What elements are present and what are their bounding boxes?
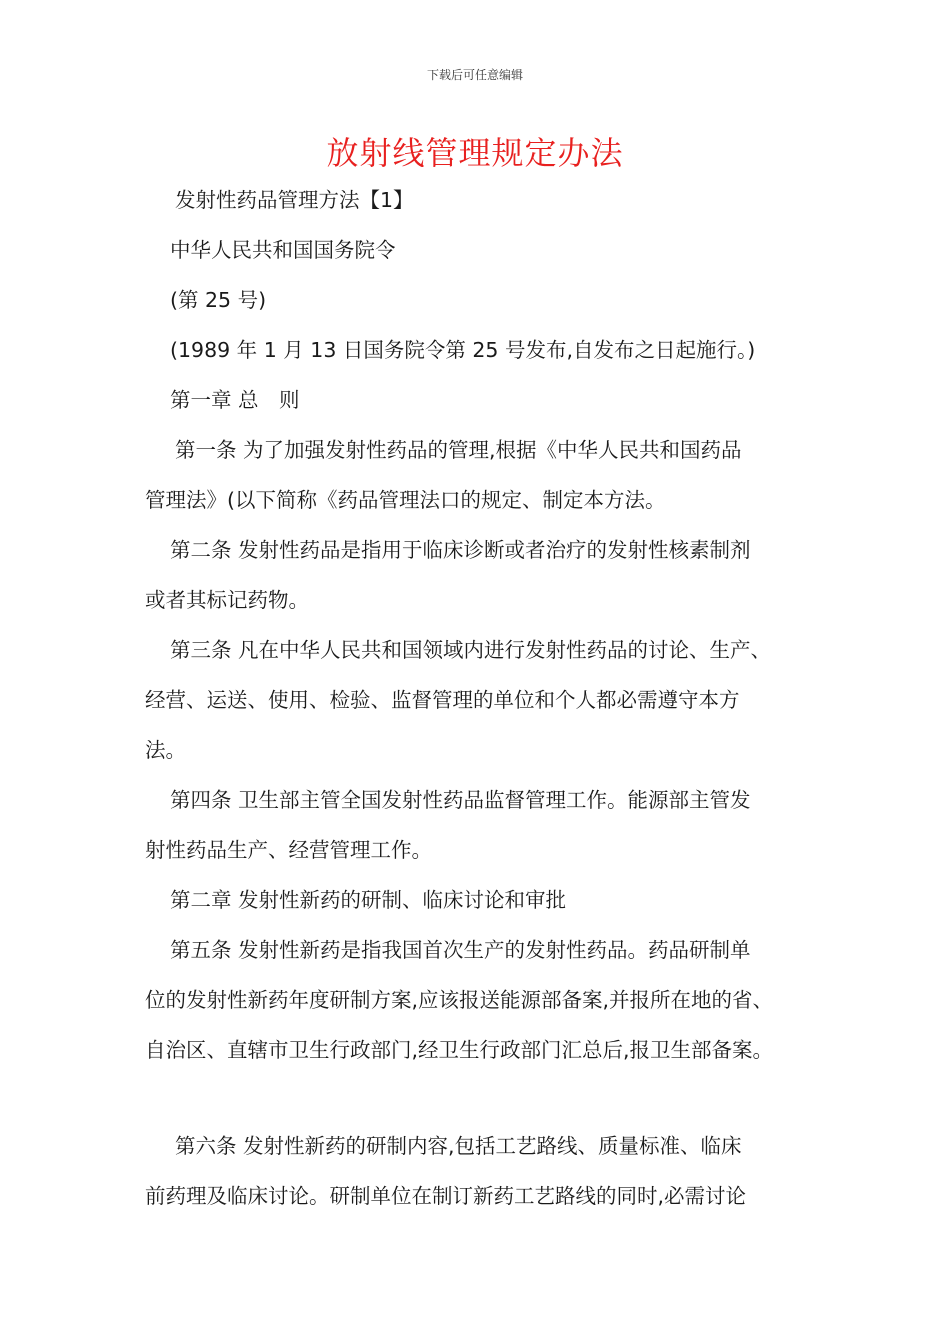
article-6-line-1: 第六条 发射性新药的研制内容,包括工艺路线、质量标准、临床 [175, 1134, 742, 1158]
chapter-2-heading: 第二章 发射性新药的研制、临床讨论和审批 [170, 888, 567, 912]
document-title: 放射线管理规定办法 [326, 134, 624, 172]
decree-date-line: (1989 年 1 月 13 日国务院令第 25 号发布,自发布之日起施行。) [170, 338, 756, 362]
article-4-line-2: 射性药品生产、经营管理工作。 [145, 838, 432, 862]
article-5-line-1: 第五条 发射性新药是指我国首次生产的发射性药品。药品研制单 [170, 938, 751, 962]
article-1-line-1: 第一条 为了加强发射性药品的管理,根据《中华人民共和国药品 [175, 438, 742, 462]
article-5-line-2: 位的发射性新药年度研制方案,应该报送能源部备案,并报所在地的省、 [145, 988, 774, 1012]
decree-number-line: (第 25 号) [170, 288, 267, 312]
decree-line: 中华人民共和国国务院令 [170, 238, 396, 262]
article-1-line-2: 管理法》(以下简称《药品管理法口的规定、制定本方法。 [145, 488, 666, 512]
article-2-line-1: 第二条 发射性药品是指用于临床诊断或者治疗的发射性核素制剂 [170, 538, 751, 562]
article-2-line-2: 或者其标记药物。 [145, 588, 309, 612]
chapter-1-heading: 第一章 总 则 [170, 388, 300, 412]
article-4-line-1: 第四条 卫生部主管全国发射性药品监督管理工作。能源部主管发 [170, 788, 751, 812]
article-3-line-3: 法。 [145, 738, 186, 762]
article-5-line-3: 自治区、直辖市卫生行政部门,经卫生行政部门汇总后,报卫生部备案。 [145, 1038, 774, 1062]
header-note: 下载后可任意编辑 [426, 68, 523, 82]
article-3-line-1: 第三条 凡在中华人民共和国领域内进行发射性药品的讨论、生产、 [170, 638, 772, 662]
article-3-line-2: 经营、运送、使用、检验、监督管理的单位和个人都必需遵守本方 [145, 688, 740, 712]
article-6-line-2: 前药理及临床讨论。研制单位在制订新药工艺路线的同时,必需讨论 [145, 1184, 747, 1208]
subtitle-line: 发射性药品管理方法【1】 [175, 188, 414, 212]
